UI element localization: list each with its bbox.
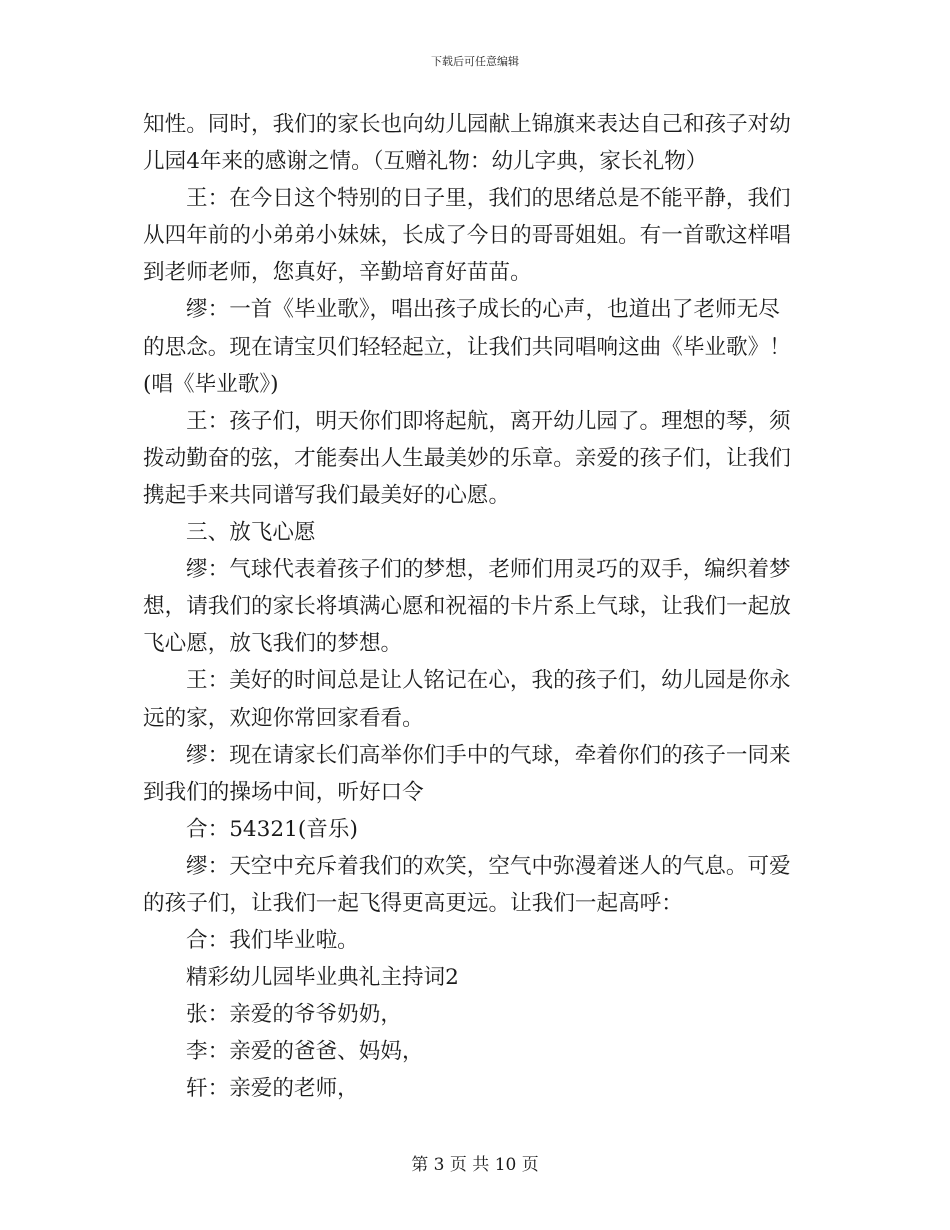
text-line: 缪：天空中充斥着我们的欢笑，空气中弥漫着迷人的气息。可爱 [186,853,791,879]
page-header: 下载后可任意编辑 [431,55,519,68]
section-title: 精彩幼儿园毕业典礼主持词2 [186,965,459,991]
text-line: 张：亲爱的爷爷奶奶， [186,1002,402,1028]
text-line: 王：美好的时间总是让人铭记在心，我的孩子们，幼儿园是你永 [186,668,791,694]
text-line: 到我们的操场中间，听好口令 [143,779,424,805]
text-line: 合：我们毕业啦。 [186,928,359,954]
document-body [143,106,803,1108]
text-line: 的孩子们，让我们一起飞得更高更远。让我们一起高呼： [143,890,683,916]
text-line: 携起手来共同谱写我们最美好的心愿。 [143,482,511,508]
text-line: 轩：亲爱的老师， [186,1076,359,1102]
text-line: 拨动勤奋的弦，才能奏出人生最美妙的乐章。亲爱的孩子们，让我们 [143,445,791,471]
text-line: 想，请我们的家长将填满心愿和祝福的卡片系上气球，让我们一起放 [143,594,791,620]
text-line: (唱《毕业歌》) [143,371,279,397]
text-line: 的思念。现在请宝贝们轻轻起立，让我们共同唱响这曲《毕业歌》！ [143,334,791,360]
text-line: 儿园4年来的感谢之情。（互赠礼物：幼儿字典，家长礼物） [143,149,708,175]
text-line: 到老师老师，您真好，辛勤培育好苗苗。 [143,260,532,286]
text-line: 缪：现在请家长们高举你们手中的气球，牵着你们的孩子一同来 [186,742,791,768]
text-line: 远的家，欢迎你常回家看看。 [143,705,424,731]
text-line: 缪：一首《毕业歌》，唱出孩子成长的心声，也道出了老师无尽 [186,297,780,323]
text-line: 飞心愿，放飞我们的梦想。 [143,631,403,657]
text-line: 李：亲爱的爸爸、妈妈， [186,1039,424,1065]
text-line: 缪：气球代表着孩子们的梦想，老师们用灵巧的双手，编织着梦 [186,557,791,583]
section-heading: 三、放飞心愿 [186,520,316,546]
text-line: 知性。同时，我们的家长也向幼儿园献上锦旗来表达自己和孩子对幼 [143,112,791,137]
text-line: 王：在今日这个特别的日子里，我们的思绪总是不能平静，我们 [186,186,791,212]
text-line: 合：54321(音乐) [186,816,358,842]
text-line: 从四年前的小弟弟小妹妹，长成了今日的哥哥姐姐。有一首歌这样唱 [143,223,791,249]
text-line: 王：孩子们，明天你们即将起航，离开幼儿园了。理想的琴，须 [186,408,791,434]
page-number-footer: 第 3 页 共 10 页 [411,1155,539,1175]
